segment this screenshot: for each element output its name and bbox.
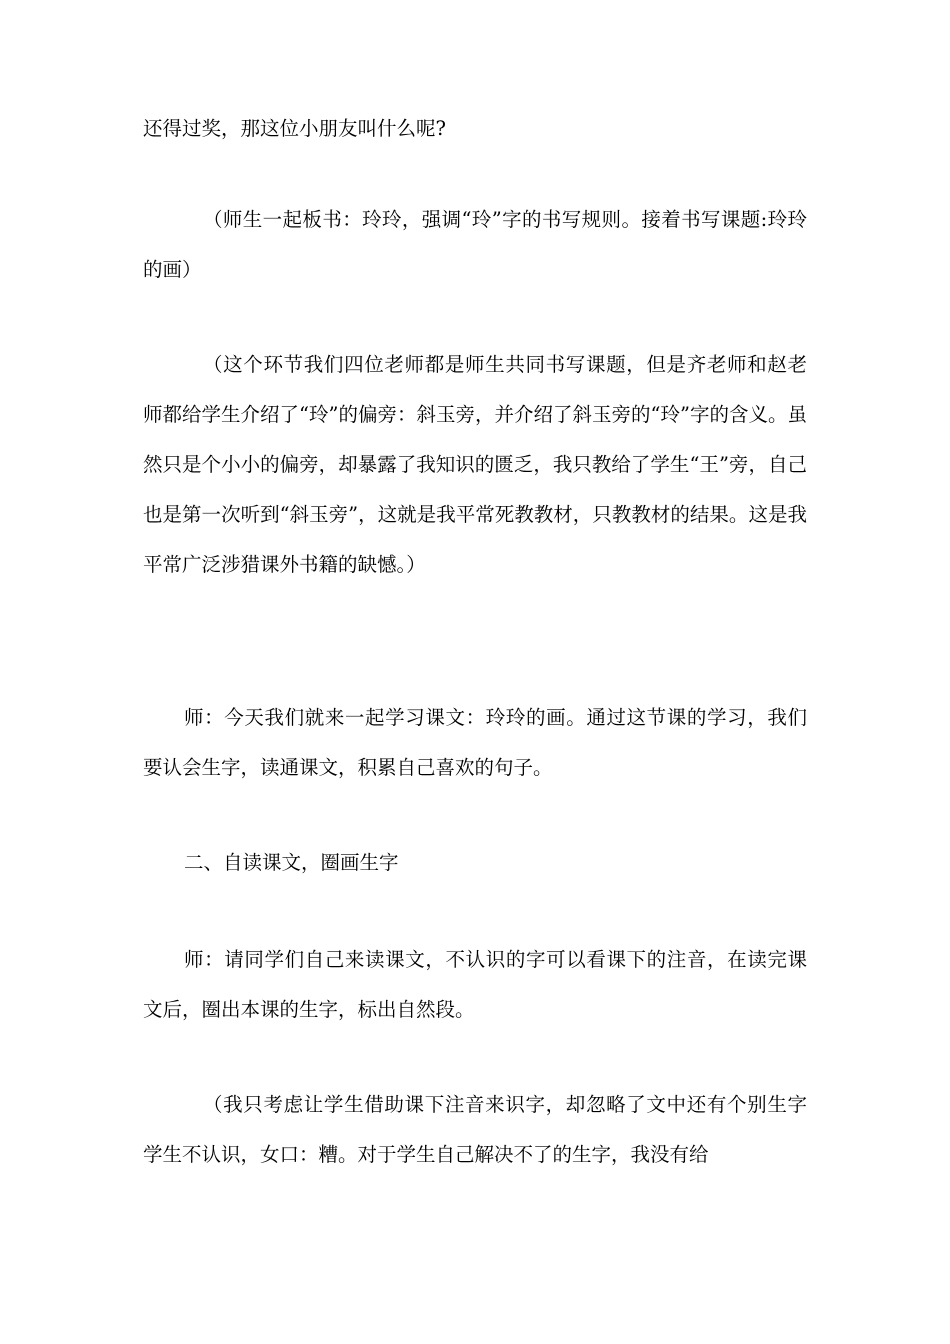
paragraph-teacher-instruction: 师：请同学们自己来读课文，不认识的字可以看课下的注音，在读完课文后，圈出本课的生字，标出自然段。 bbox=[143, 948, 807, 1021]
paragraph-continuation: 还得过奖，那这位小朋友叫什么呢? bbox=[143, 117, 446, 140]
paragraph-teacher-intro: 师：今天我们就来一起学习课文：玲玲的画。通过这节课的学习，我们要认会生字，读通课文，积累自己喜欢的句子。 bbox=[143, 706, 807, 779]
section-heading-self-reading: 二、自读课文，圈画生字 bbox=[184, 851, 399, 874]
paragraph-reflection-pinyin: （我只考虑让学生借助课下注音来识字，却忽略了文中还有个别生字学生不认识，女口：糟。对于学生自己解决不了的生字，我没有给 bbox=[143, 1093, 807, 1166]
paragraph-reflection-radical: （这个环节我们四位老师都是师生共同书写课题，但是齐老师和赵老师都给学生介绍了“玲”的偏旁：斜玉旁，并介绍了斜玉旁的“玲”字的含义。虽然只是个小小的偏旁，却暴露了我知识的匮乏，我只教给了学生“王”旁，自己也是第一次听到“斜玉旁”，这就是我平常死教教材，只教教材的结果。这是我平常广泛涉猎课外书籍的缺憾。） bbox=[143, 353, 807, 576]
paragraph-board-writing: （师生一起板书：玲玲，强调“玲”字的书写规则。接着书写课题:玲玲的画） bbox=[143, 208, 807, 281]
